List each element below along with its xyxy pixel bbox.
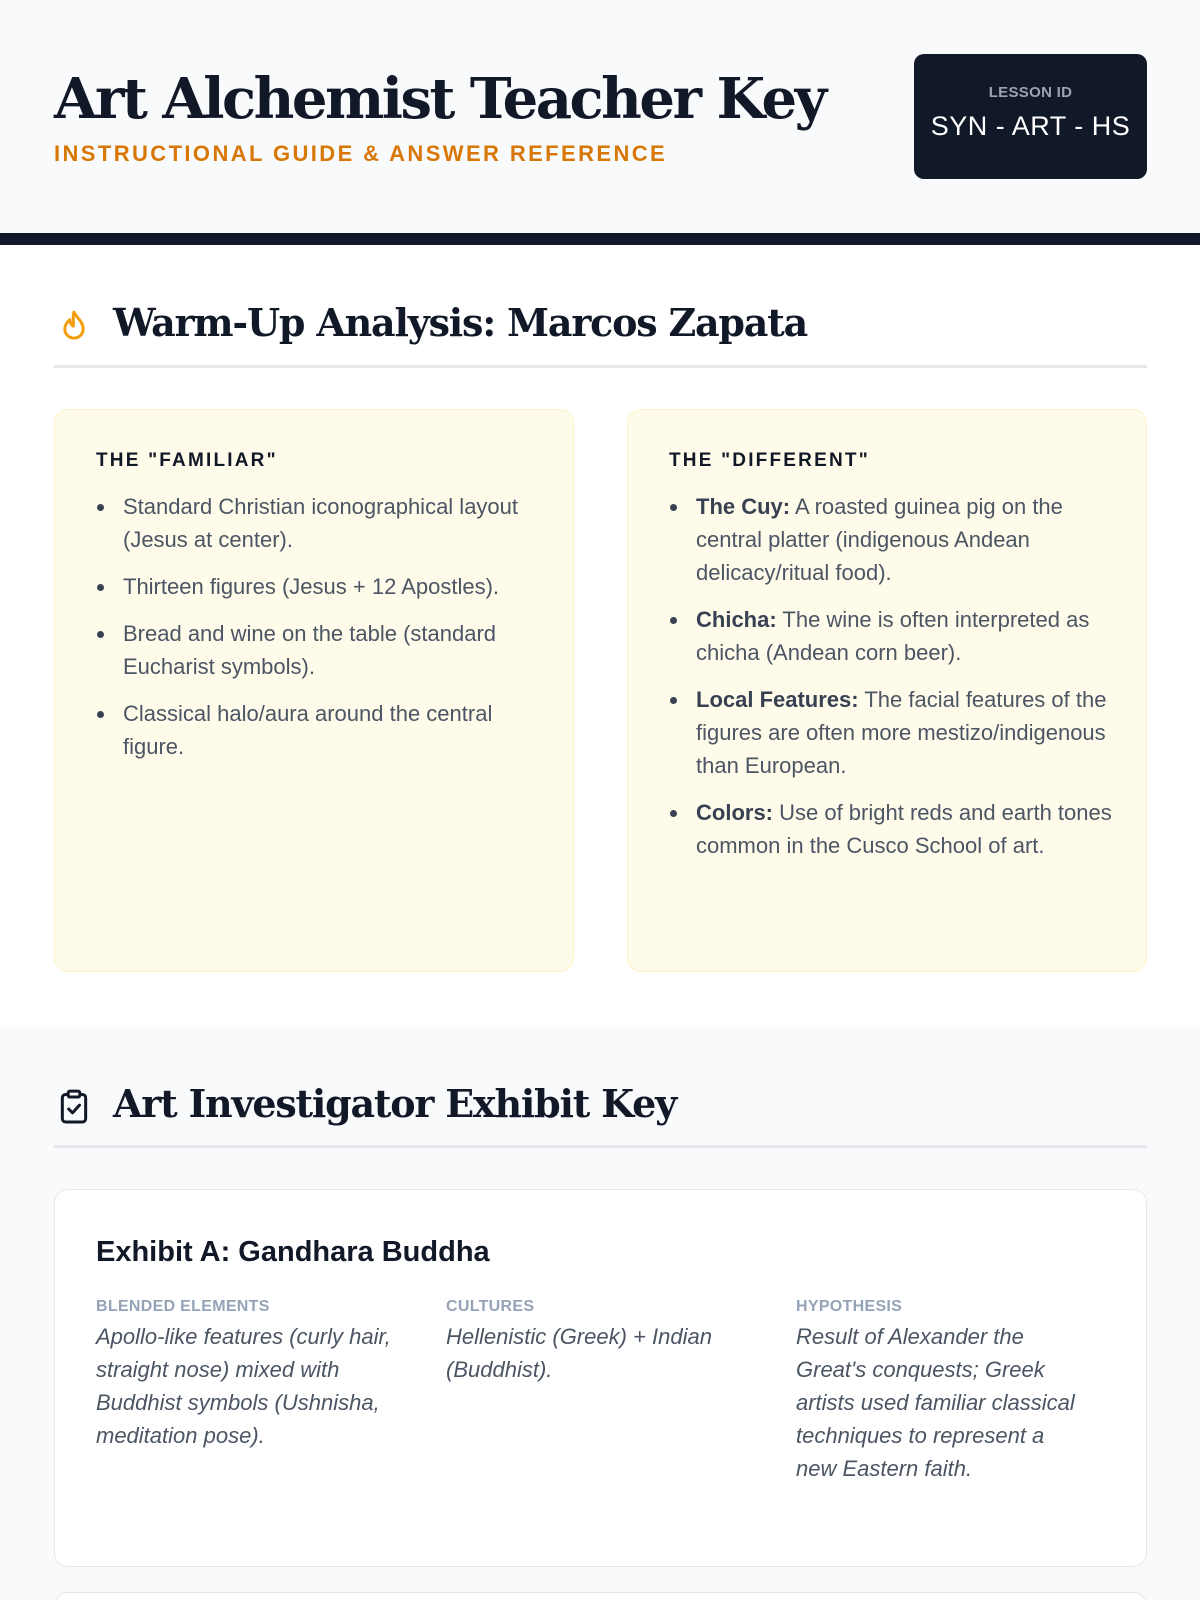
- hypothesis-text: Result of Alexander the Great's conquests; Greek artists used familiar classical techniques to represent a new Eastern faith.: [796, 1324, 1075, 1481]
- exhibit-key-title: Art Investigator Exhibit Key: [113, 1081, 676, 1126]
- page-header: [0, 0, 1200, 233]
- list-item: Thirteen figures (Jesus + 12 Apostles).: [96, 570, 551, 603]
- page-subtitle: INSTRUCTIONAL GUIDE & ANSWER REFERENCE: [54, 141, 668, 166]
- cultures-column: [446, 1298, 746, 1386]
- familiar-card: [54, 409, 574, 972]
- list-item-text: The facial features of the figures are often more mestizo/indigenous than European.: [696, 687, 1107, 778]
- list-item-text: A roasted guinea pig on the central platter (indigenous Andean delicacy/ritual food).: [696, 494, 1063, 585]
- list-item: [669, 490, 1124, 589]
- clipboard-check-icon: [54, 1087, 94, 1127]
- section-divider: [54, 365, 1147, 368]
- list-item: [669, 603, 1124, 669]
- exhibit-title: Exhibit A: Gandhara Buddha: [96, 1236, 490, 1268]
- cultures-text: Hellenistic (Greek) + Indian (Buddhist).: [446, 1324, 712, 1382]
- header-divider: [0, 233, 1200, 245]
- blended-elements-column: [96, 1298, 396, 1452]
- warmup-section-title: Warm-Up Analysis: Marcos Zapata: [113, 300, 808, 345]
- familiar-list: [96, 490, 551, 777]
- list-item: [669, 683, 1124, 782]
- next-exhibit-card: [54, 1592, 1147, 1600]
- section-divider: [54, 1145, 1147, 1148]
- list-item: Classical halo/aura around the central figure.: [96, 697, 551, 763]
- lesson-id-value: SYN - ART - HS: [930, 111, 1131, 141]
- blended-elements-label: BLENDED ELEMENTS: [96, 1298, 270, 1315]
- familiar-heading: THE "FAMILIAR": [96, 450, 278, 471]
- lesson-id-badge: [914, 54, 1147, 179]
- different-list: [669, 490, 1124, 876]
- list-item-term: The Cuy:: [696, 494, 791, 519]
- page-title: Art Alchemist Teacher Key: [54, 66, 825, 132]
- list-item-text: Use of bright reds and earth tones common in the Cusco School of art.: [696, 800, 1112, 858]
- list-item-term: Local Features:: [696, 687, 859, 712]
- blended-elements-text: Apollo-like features (curly hair, straight nose) mixed with Buddhist symbols (Ushnisha, meditation pose).: [96, 1324, 391, 1448]
- different-heading: THE "DIFFERENT": [669, 450, 870, 471]
- exhibit-card: [54, 1189, 1147, 1567]
- list-item: Standard Christian iconographical layout (Jesus at center).: [96, 490, 551, 556]
- list-item: Bread and wine on the table (standard Eucharist symbols).: [96, 617, 551, 683]
- list-item: [669, 796, 1124, 862]
- list-item-text: The wine is often interpreted as chicha (Andean corn beer).: [696, 607, 1090, 665]
- list-item-term: Colors:: [696, 800, 773, 825]
- hypothesis-label: HYPOTHESIS: [796, 1298, 903, 1315]
- list-item-term: Chicha:: [696, 607, 777, 632]
- hypothesis-column: [796, 1298, 1086, 1485]
- different-card: [627, 409, 1147, 972]
- lesson-id-label: LESSON ID: [988, 84, 1073, 101]
- flame-icon: [54, 307, 94, 347]
- cultures-label: CULTURES: [446, 1298, 535, 1315]
